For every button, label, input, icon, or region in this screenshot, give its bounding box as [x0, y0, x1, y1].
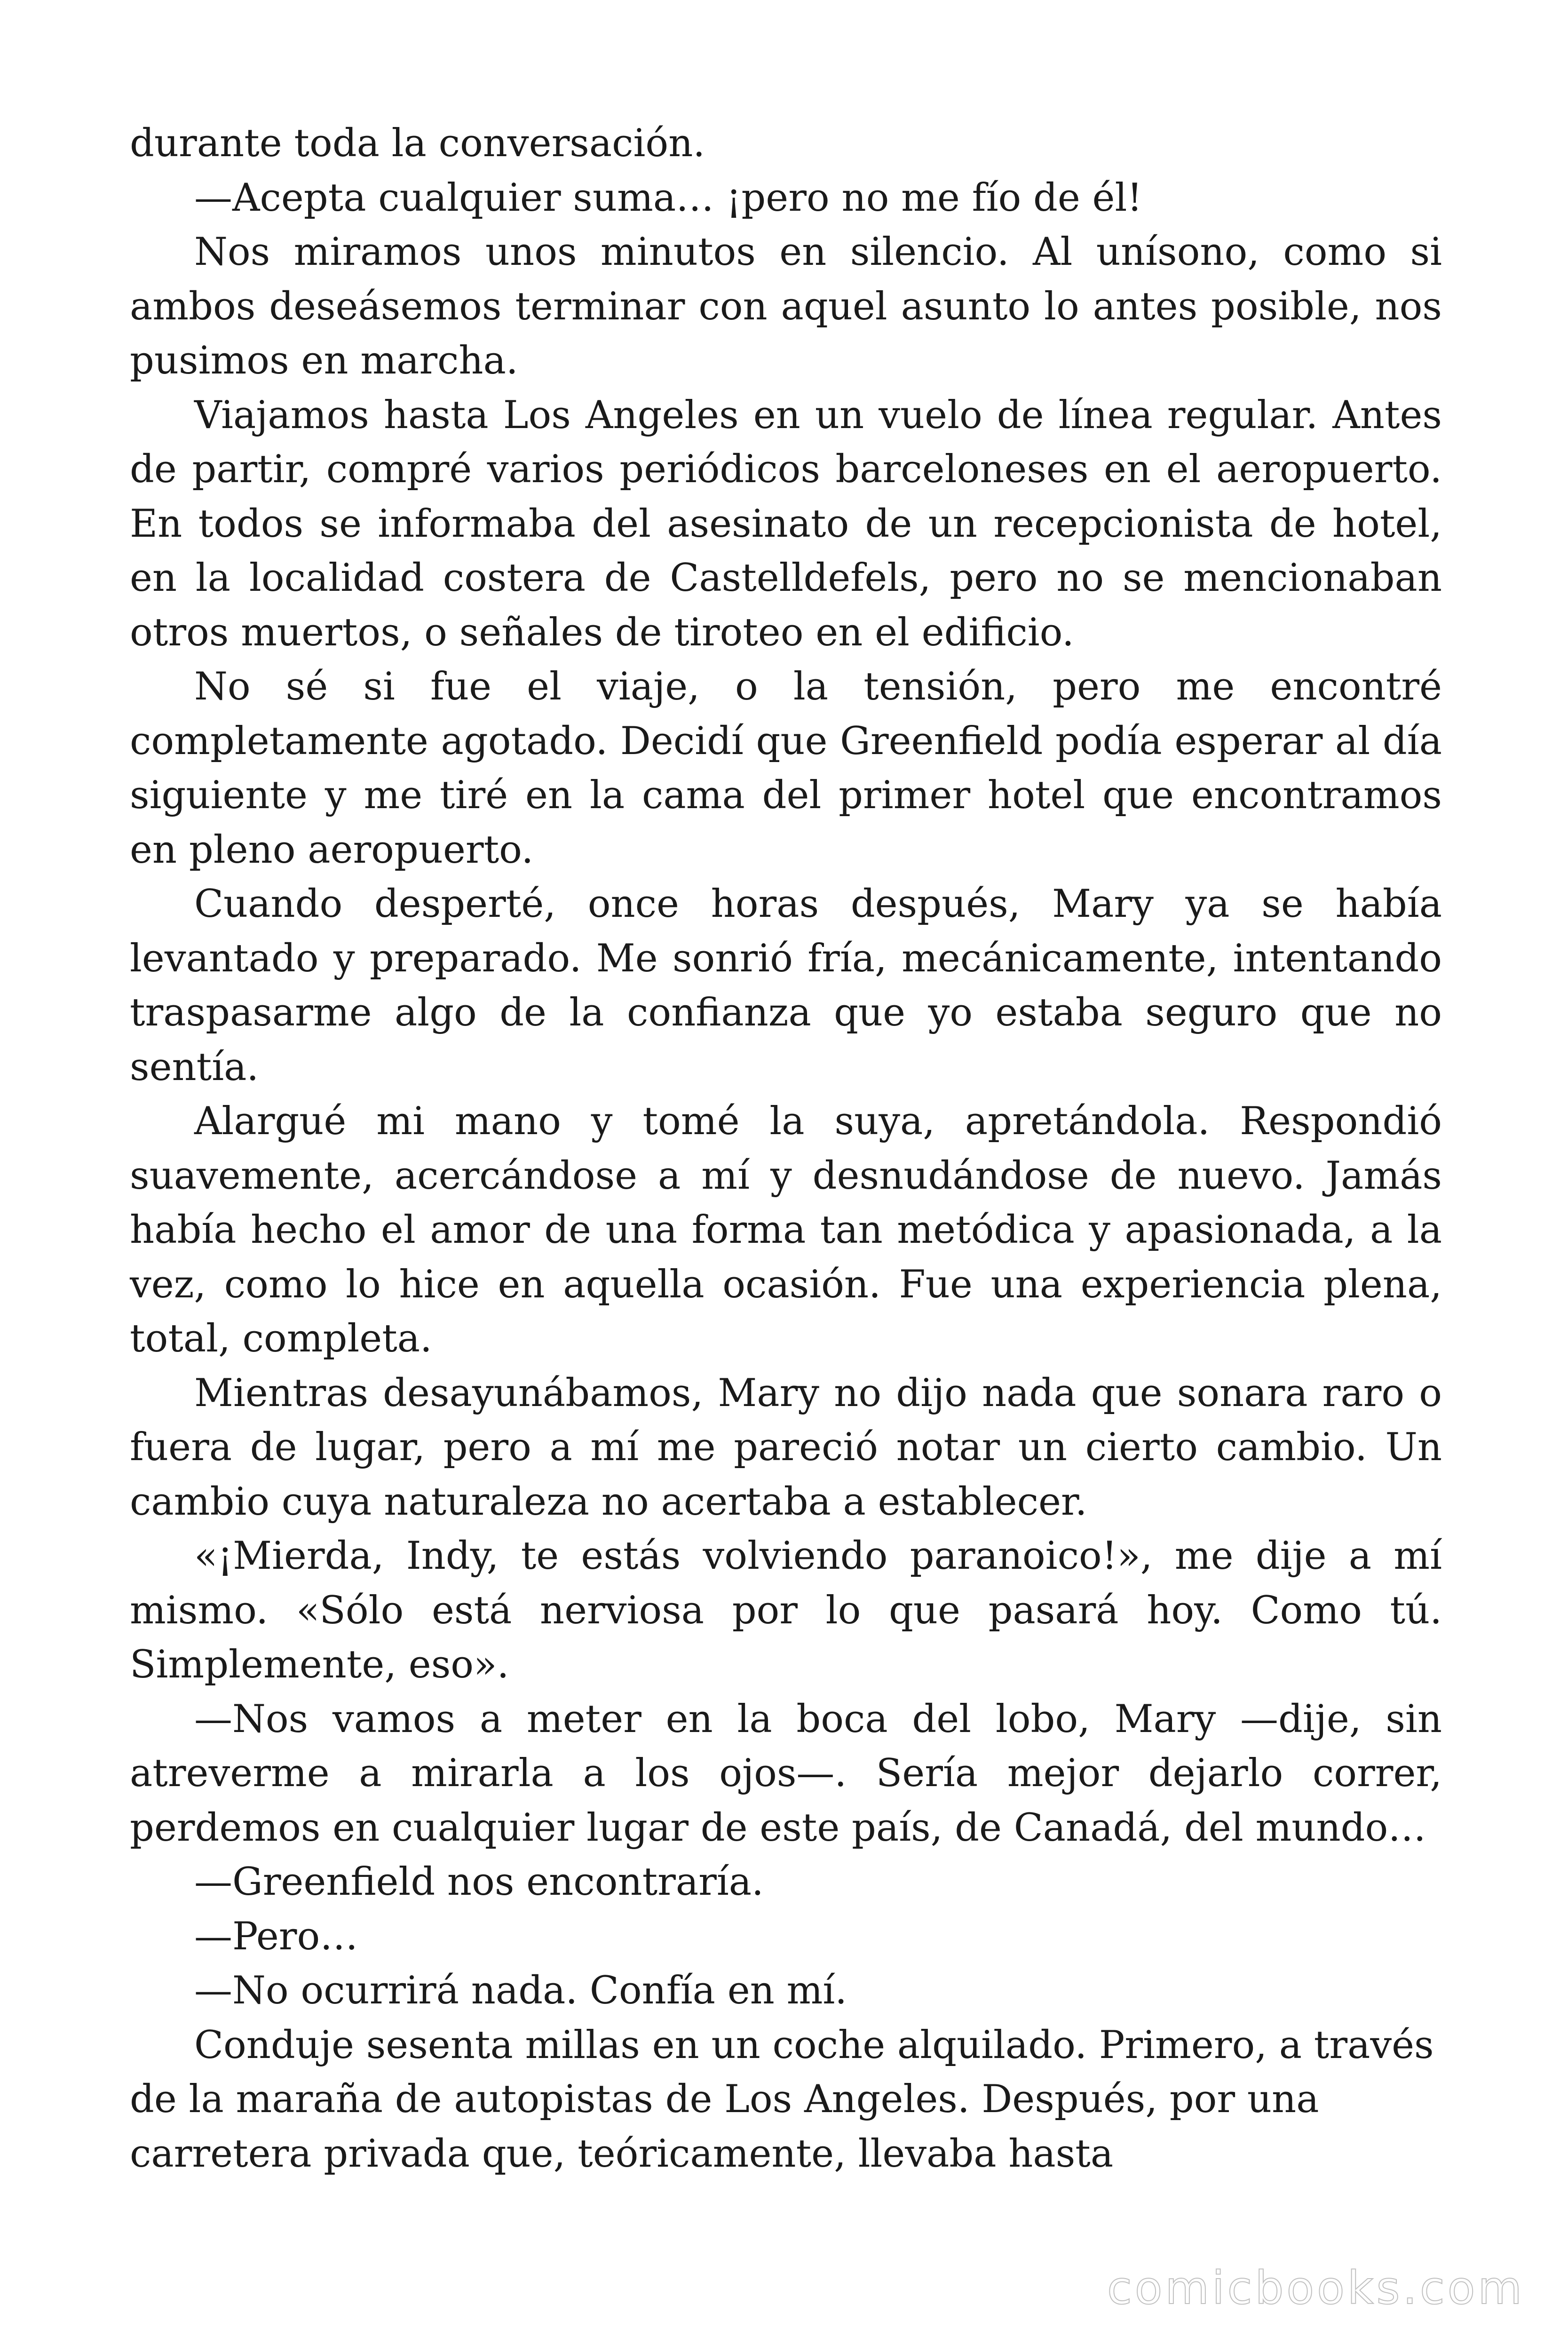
- paragraph: Mientras desayunábamos, Mary no dijo nada que sonara raro o fuera de lugar, pero a mí me pareció notar un cierto cambio. Un cambio cuya naturaleza no acertaba a establecer.: [130, 1371, 1442, 1524]
- paragraph: durante toda la conversación.: [130, 121, 705, 166]
- paragraph: —Acepta cualquier suma… ¡pero no me fío de él!: [194, 175, 1142, 220]
- paragraph: Nos miramos unos minutos en silencio. Al unísono, como si ambos deseásemos terminar con aquel asunto lo antes posible, nos pusimos en marcha.: [130, 230, 1442, 383]
- paragraph: —No ocurrirá nada. Confía en mí.: [194, 1969, 847, 2013]
- watermark: comicbooks.com: [1107, 2262, 1525, 2314]
- paragraph: —Pero…: [194, 1914, 358, 1959]
- paragraph: Alargué mi mano y tomé la suya, apretándola. Respondió suavemente, acercándose a mí y desnudándose de nuevo. Jamás había hecho el amor de una forma tan metódica y apasionada, a la vez, como lo hice en aquella ocasión. Fue una experiencia plena, total, completa.: [130, 1099, 1442, 1361]
- paragraph: «¡Mierda, Indy, te estás volviendo paranoico!», me dije a mí mismo. «Sólo está nerviosa por lo que pasará hoy. Como tú. Simplemente, eso».: [130, 1534, 1442, 1687]
- paragraph: No sé si fue el viaje, o la tensión, pero me encontré completamente agotado. Decidí que Greenfield podía esperar al día siguiente y me tiré en la cama del primer hotel que encontramos en pleno aeropuerto.: [130, 665, 1442, 872]
- paragraph: —Greenfield nos encontraría.: [194, 1860, 764, 1904]
- paragraph: Cuando desperté, once horas después, Mary ya se había levantado y preparado. Me sonrió fría, mecánicamente, intentando traspasarme algo de la confianza que yo estaba seguro que no sentía.: [130, 882, 1442, 1089]
- paragraph: Conduje sesenta millas en un coche alquilado. Primero, a través de la maraña de autopistas de Los Angeles. Después, por una carretera privada que, teóricamente, llevaba hasta: [130, 2023, 1434, 2176]
- paragraph: —Nos vamos a meter en la boca del lobo, Mary —dije, sin atreverme a mirarla a los ojos—. Sería mejor dejarlo correr, perdemos en cualquier lugar de este país, de Canadá, del mundo…: [130, 1697, 1442, 1850]
- paragraph: Viajamos hasta Los Angeles en un vuelo de línea regular. Antes de partir, compré varios periódicos barceloneses en el aeropuerto. En todos se informaba del asesinato de un recepcionista de hotel, en la localidad costera de Castelldefels, pero no se mencionaban otros muertos, o señales de tiroteo en el edificio.: [130, 393, 1442, 655]
- page-text: [130, 117, 1442, 2181]
